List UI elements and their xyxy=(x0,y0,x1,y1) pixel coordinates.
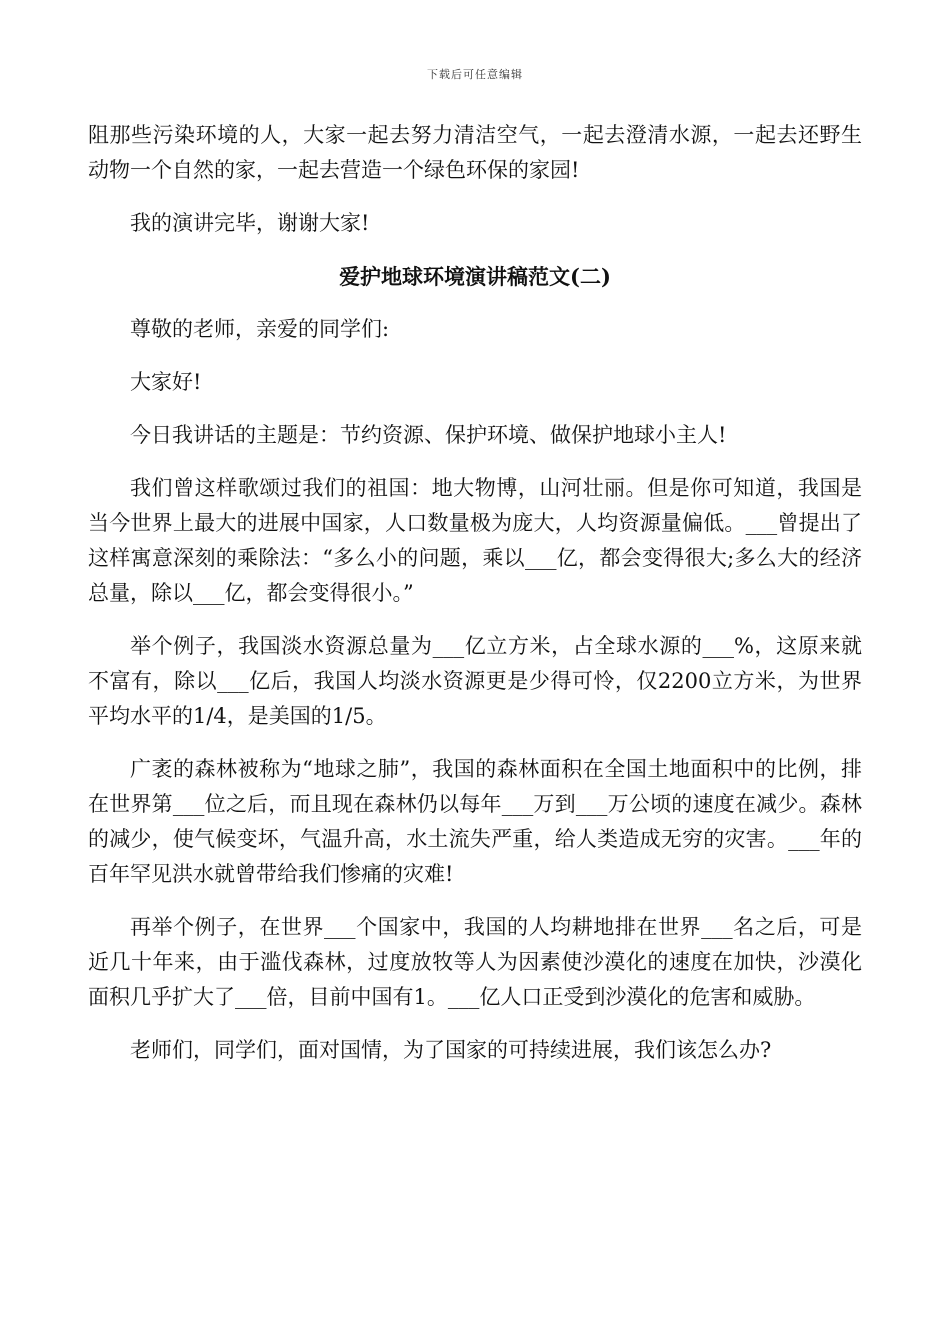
paragraph-body: 广袤的森林被称为“地球之肺”，我国的森林面积在全国土地面积中的比例，排在世界第___位之后，而且现在森林仍以每年___万到___万公顷的速度在减少。森林的减少，使气候变坏，气温升高，水土流失严重，给人类造成无穷的灾害。___年的百年罕见洪水就曾带给我们惨痛的灾难! xyxy=(88,757,862,886)
paragraph-salutation: 尊敬的老师，亲爱的同学们: xyxy=(130,317,390,341)
paragraph-body: 再举个例子，在世界___个国家中，我国的人均耕地排在世界___名之后，可是近几十年来，由于滥伐森林，过度放牧等人为因素使沙漠化的速度在加快，沙漠化面积几乎扩大了___倍，目前中国有1。___亿人口正受到沙漠化的危害和威胁。 xyxy=(88,915,862,1009)
paragraph-question: 老师们，同学们，面对国情，为了国家的可持续进展，我们该怎么办? xyxy=(130,1038,772,1062)
paragraph-body: 我们曾这样歌颂过我们的祖国：地大物博，山河壮丽。但是你可知道，我国是当今世界上最大的进展中国家，人口数量极为庞大，人均资源量偏低。___曾提出了这样寓意深刻的乘除法：“多么小的问题，乘以___亿，都会变得很大;多么大的经济总量，除以___亿，都会变得很小。” xyxy=(88,476,862,605)
paragraph-greeting: 大家好! xyxy=(130,370,202,394)
paragraph-body: 举个例子，我国淡水资源总量为___亿立方米，占全球水源的___%，这原来就不富有，除以___亿后，我国人均淡水资源更是少得可怜，仅2200立方米，为世界平均水平的1/4，是美国的1/5。 xyxy=(88,634,862,728)
section-title: 爱护地球环境演讲稿范文(二) xyxy=(339,264,611,289)
page-header-note: 下载后可任意编辑 xyxy=(427,68,523,81)
paragraph-continuation: 阻那些污染环境的人，大家一起去努力清洁空气，一起去澄清水源，一起去还野生动物一个自然的家，一起去营造一个绿色环保的家园! xyxy=(88,123,862,182)
paragraph-closing: 我的演讲完毕，谢谢大家! xyxy=(130,211,370,235)
document-body xyxy=(88,118,862,1086)
paragraph-topic: 今日我讲话的主题是：节约资源、保护环境、做保护地球小主人! xyxy=(130,423,727,447)
